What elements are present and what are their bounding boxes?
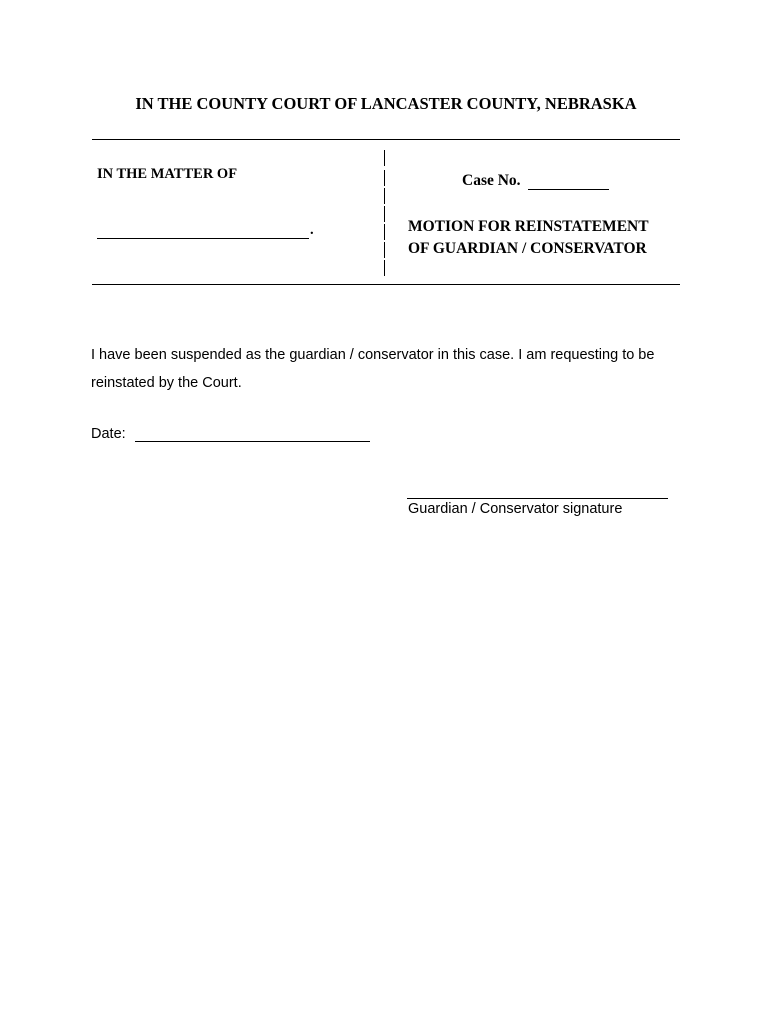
court-title: IN THE COUNTY COURT OF LANCASTER COUNTY, NEBRASKA	[135, 94, 637, 113]
caption-top-rule	[92, 139, 680, 140]
caption-divider-segment	[384, 150, 385, 166]
signature-blank[interactable]	[407, 484, 668, 499]
date-blank[interactable]	[135, 426, 370, 442]
case-number-label: Case No.	[462, 172, 521, 189]
case-number-blank[interactable]	[528, 175, 609, 190]
caption-divider-segment	[384, 170, 385, 186]
caption-divider-segment	[384, 242, 385, 258]
caption-divider-segment	[384, 188, 385, 204]
motion-title-line-2: OF GUARDIAN / CONSERVATOR	[408, 240, 647, 257]
caption-bottom-rule	[92, 284, 680, 285]
motion-body-paragraph: I have been suspended as the guardian / conservator in this case. I am requesting to be reinstated by the Court.	[91, 347, 655, 391]
matter-name-blank[interactable]	[97, 224, 309, 239]
matter-label: IN THE MATTER OF	[97, 166, 238, 182]
motion-title	[408, 216, 649, 260]
caption-divider-segment	[384, 224, 385, 240]
caption-divider-segment	[384, 260, 385, 276]
motion-title-line-1: MOTION FOR REINSTATEMENT	[408, 218, 649, 235]
caption-divider-segment	[384, 206, 385, 222]
date-label: Date:	[91, 426, 126, 442]
matter-period: .	[310, 222, 314, 238]
signature-label: Guardian / Conservator signature	[408, 501, 623, 517]
